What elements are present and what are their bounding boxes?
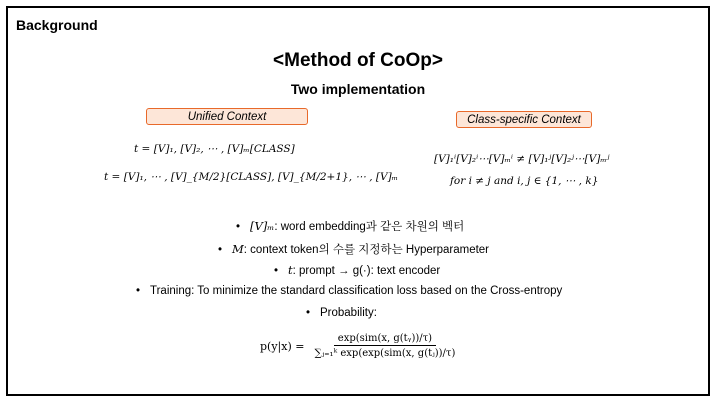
section-label: Background <box>16 17 98 33</box>
bullet-text: : prompt → g(·): text encoder <box>292 265 441 277</box>
class-specific-formula-1: [V]₁ⁱ[V]₂ⁱ⋯[V]ₘⁱ ≠ [V]₁ʲ[V]₂ʲ⋯[V]ₘʲ <box>434 153 610 165</box>
bullet-prompt: • t: prompt → g(·): text encoder <box>274 263 441 277</box>
bullet-hyperparameter: • M: context token의 수를 지정하는 Hyperparameter <box>218 242 490 256</box>
bullet-math: M <box>232 242 244 256</box>
bullet-math: t <box>288 263 293 277</box>
unified-formula-2: t = [V]₁, ⋯ , [V]_{M/2}[CLASS], [V]_{M/2+1}, ⋯ , [V]ₘ <box>104 171 399 183</box>
class-specific-context-label: Class-specific Context <box>456 111 592 128</box>
bullet-math: [V]ₘ <box>250 219 275 233</box>
bullet-embedding: • [V]ₘ: word embedding과 같은 차원의 벡터 <box>236 219 465 233</box>
unified-formula-1: t = [V]₁, [V]₂, ⋯ , [V]ₘ[CLASS] <box>134 143 295 155</box>
bullet-probability: • Probability: <box>306 307 377 319</box>
unified-context-label: Unified Context <box>146 108 308 125</box>
slide-title: <Method of CoOp> <box>273 50 443 71</box>
bullet-text: : word embedding과 같은 차원의 벡터 <box>274 221 465 233</box>
bullet-text: Probability: <box>320 307 377 319</box>
bullet-text: Training: To minimize the standard classification loss based on the Cross-entropy <box>150 285 563 297</box>
formula-numerator: exp(sim(x, g(tᵧ))/τ) <box>334 333 436 346</box>
formula-fraction <box>310 333 459 359</box>
class-specific-formula-2: for i ≠ j and i, j ∈ {1, ⋯ , k} <box>450 175 599 187</box>
slide <box>6 6 710 396</box>
formula-lhs: p(y|x) = <box>260 339 305 353</box>
formula-denominator: ∑ⱼ₌₁ᵏ exp(exp(sim(x, g(tⱼ))/τ) <box>314 348 456 359</box>
slide-subtitle: Two implementation <box>290 81 426 97</box>
bullet-text: : context token의 수를 지정하는 Hyperparameter <box>243 244 490 256</box>
probability-formula <box>260 333 459 359</box>
bullet-training: • Training: To minimize the standard classification loss based on the Cross-entropy <box>136 285 563 297</box>
